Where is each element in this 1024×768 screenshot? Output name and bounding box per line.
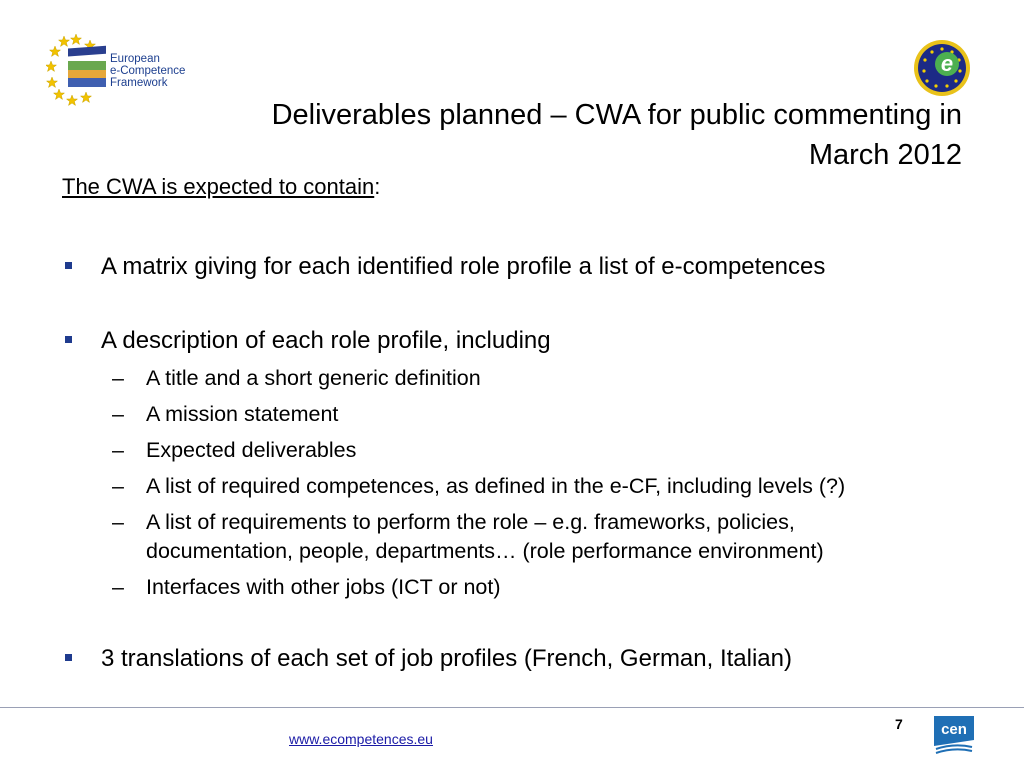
square-bullet-icon [65,336,72,343]
dash-bullet-icon: – [112,474,124,498]
dash-bullet-icon: – [112,402,124,426]
slide-body [62,173,992,674]
dash-bullet-icon: – [112,366,124,390]
intro-text [62,173,992,201]
logo-line: e-Competence [110,65,186,77]
cen-logo [934,716,974,754]
svg-text:e: e [940,51,954,76]
logo-line: Framework [110,77,168,89]
svg-text:cen: cen [941,721,967,738]
bullet-item [62,644,992,674]
dash-bullet-icon: – [112,575,124,599]
page-number: 7 [895,716,903,732]
title-line: Deliverables planned – CWA for public commenting in [271,99,962,131]
intro-underlined: The CWA is expected to contain [62,174,375,199]
ecf-star-icon [46,32,106,112]
intro-colon: : [374,174,381,199]
dash-bullet-icon: – [112,510,124,534]
sub-bullet-item [62,573,992,602]
sub-bullet-item [62,472,992,501]
ecf-wordmark [110,53,185,89]
cen-logo-icon [934,716,974,754]
footer-divider [0,707,1024,708]
sub-bullet-item [62,436,992,465]
dash-bullet-icon: – [112,438,124,462]
sub-bullet-text: Interfaces with other jobs (ICT or not) [146,575,501,599]
bullet-text: 3 translations of each set of job profiles (French, German, Italian) [101,645,792,672]
e-logo [912,38,972,98]
sub-bullet-item [62,364,992,393]
square-bullet-icon [65,654,72,661]
sub-bullet-text: A list of requirements to perform the role – e.g. frameworks, policies, [146,510,795,534]
logo-line: European [110,53,160,65]
bullet-item [62,326,992,356]
e-circle-icon [912,38,972,98]
website-link[interactable]: www.ecompetences.eu [289,731,433,747]
sub-bullet-item [62,508,992,566]
sub-bullet-item [62,400,992,429]
sub-bullet-text: Expected deliverables [146,438,357,462]
bullet-text: A matrix giving for each identified role profile a list of e-competences [101,253,826,280]
bullet-item [62,252,992,282]
sub-bullet-text: A title and a short generic definition [146,366,481,390]
square-bullet-icon [65,262,72,269]
title-line: March 2012 [808,139,962,171]
slide-title [102,95,962,175]
sub-bullet-text: A mission statement [146,402,339,426]
bullet-text: A description of each role profile, including [101,327,551,354]
sub-bullet-text: documentation, people, departments… (role performance environment) [146,539,824,563]
sub-bullet-text: A list of required competences, as defined in the e-CF, including levels (?) [146,474,846,498]
